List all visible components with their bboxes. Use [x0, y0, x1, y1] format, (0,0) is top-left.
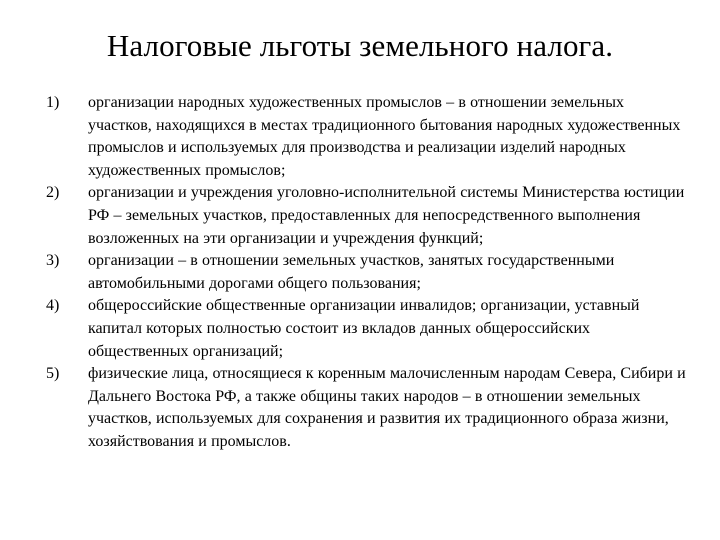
slide-title: Налоговые льготы земельного налога. [106, 28, 614, 63]
list-item-number: 3) [46, 252, 60, 270]
list-item-text: организации – в отношении земельных участков, занятых государственными автомобильными дорогами общего пользования; [88, 252, 615, 292]
list-item-number: 4) [46, 297, 60, 315]
list-item-text: организации и учреждения уголовно-исполнительной системы Министерства юстиции РФ – земельных участков, предоставленных для непосредственного выполнения возложенных на эти организации и учреждения функций; [88, 184, 685, 247]
list-item-number: 5) [46, 365, 60, 383]
list-item-number: 1) [46, 94, 60, 111]
list-item-number: 2) [46, 184, 60, 202]
list-item [46, 363, 686, 453]
list-item-text: организации народных художественных промыслов – в отношении земельных участков, находящихся в местах традиционного бытования народных художественных промыслов и используемых для производства и реализации изделий народных художественных промыслов; [88, 94, 681, 179]
list-item-text: физические лица, относящиеся к коренным малочисленным народам Севера, Сибири и Дальнего Востока РФ, а также общины таких народов – в отношении земельных участков, используемых для сохранения и развития их традиционного образа жизни, хозяйствования и промыслов. [88, 365, 686, 450]
list-item [46, 182, 686, 250]
tax-benefits-list [46, 92, 686, 454]
list-item [46, 295, 686, 363]
list-item-text: общероссийские общественные организации инвалидов; организации, уставный капитал которых полностью состоит из вкладов данных общероссийских общественных организаций; [88, 297, 640, 360]
list-item [46, 250, 686, 295]
list-item [46, 92, 686, 182]
